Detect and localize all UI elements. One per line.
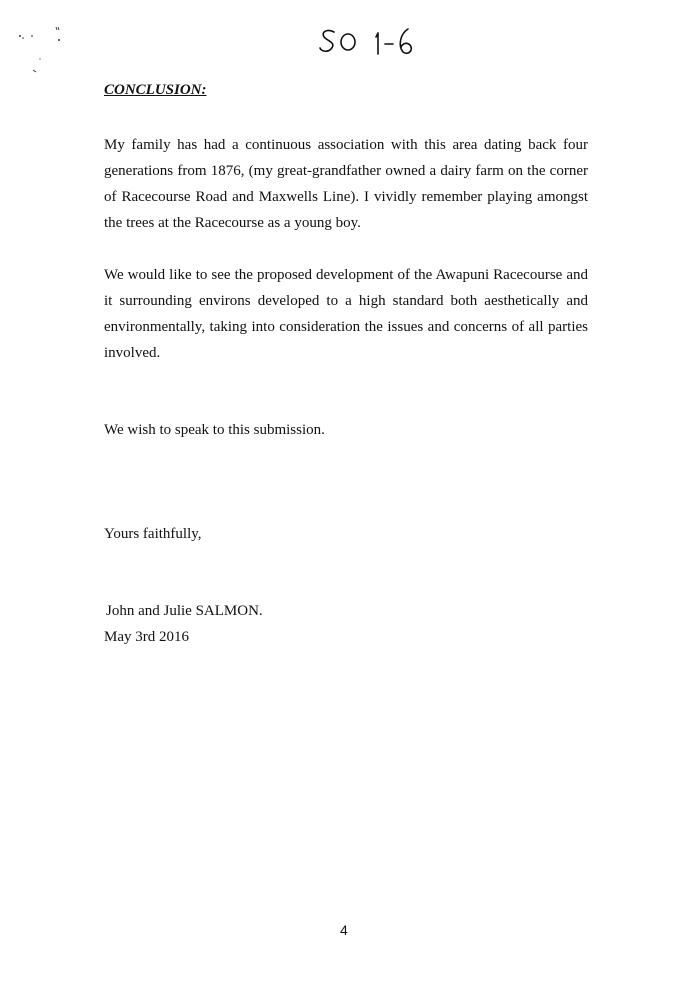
signatories: John and Julie SALMON.: [106, 603, 263, 619]
page-number: 4: [340, 922, 348, 938]
paragraph-development-request: We would like to see the proposed development of the Awapuni Racecourse and it surrounding environs developed to a high standard both aesthetically and environmentally, taking into consideration the issues and concerns of all parties involved.: [104, 267, 588, 361]
scan-speck-marks: [14, 22, 74, 82]
letter-date: May 3rd 2016: [104, 629, 189, 645]
paragraph-family-association: My family has had a continuous association with this area dating back four generations from 1876, (my great-grandfather owned a dairy farm on the corner of Racecourse Road and Maxwells Line). I vividly remember playing amongst the trees at the Racecourse as a young boy.: [104, 137, 588, 231]
conclusion-heading: CONCLUSION:: [104, 82, 207, 98]
handwritten-reference-mark: [318, 24, 418, 56]
speak-statement: We wish to speak to this submission.: [104, 422, 325, 438]
closing-salutation: Yours faithfully,: [104, 526, 202, 542]
